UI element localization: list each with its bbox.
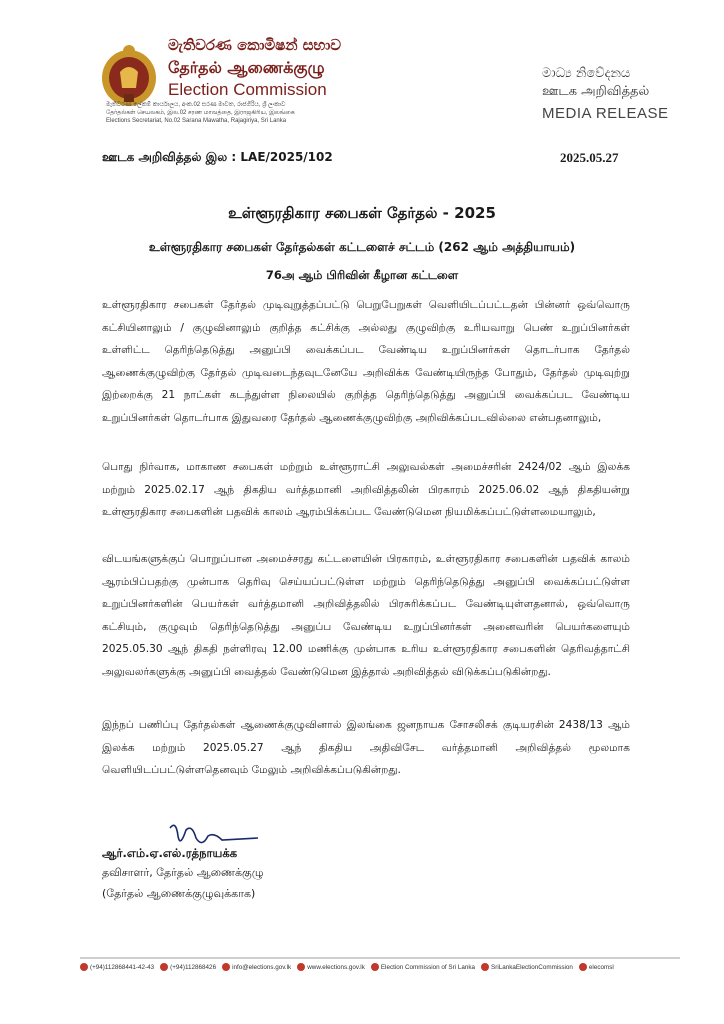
national-emblem-icon [98, 42, 160, 108]
footer-facebook[interactable]: SriLankaElectionCommission [481, 963, 573, 971]
address-sinhala: මැතිවරණ ලේකම් කාර්යාලය, අංක.02 සරණ මාවත, රාජගිරිය, ශ්‍රී ලංකාව [106, 102, 286, 108]
media-release-english: MEDIA RELEASE [542, 105, 669, 122]
email-icon [222, 963, 230, 971]
footer-contacts [80, 963, 614, 971]
youtube-icon [371, 963, 379, 971]
footer-youtube[interactable]: Election Commission of Sri Lanka [371, 963, 475, 971]
footer-website[interactable]: www.elections.gov.lk [297, 963, 365, 971]
media-release-tamil: ஊடக அறிவித்தல் [542, 84, 650, 99]
phone-icon [80, 963, 88, 971]
document-subtitle: உள்ளூரதிகார சபைகள் தேர்தல்கள் கட்டளைச் சட்டம் (262 ஆம் அத்தியாயம்) [148, 240, 576, 254]
signatory-title: தவிசாளர், தேர்தல் ஆணைக்குழு [102, 866, 264, 879]
org-name-sinhala: මැතිවරණ කොමිෂන් සභාව [168, 36, 342, 54]
footer-x[interactable]: elecomsl [579, 963, 614, 971]
section-heading: 76அ ஆம் பிரிவின் கீழான கட்டளை [265, 268, 459, 282]
document-title: உள்ளூரதிகார சபைகள் தேர்தல் - 2025 [228, 204, 496, 222]
footer-divider [80, 957, 680, 959]
footer-phone[interactable]: (+94)112868441-42-43 [80, 963, 154, 971]
paragraph-3: விடயங்களுக்குப் பொறுப்பான அமைச்சரது கட்டளையின் பிரகாரம், உள்ளூரதிகார சபைகளின் பதவிக் காலம் ஆரம்பிப்பதற்கு முன்பாக தெரிவு செய்யப்பட்டுள்ள மற்றும் தெரிந்தெடுத்து அனுப்பி வைக்கப்பட்டுள்ள உறுப்பினர்களின் பெயர்கள் வர்த்தமானி அறிவித்தலில் பிரசுரிக்கப்பட வேண்டியுள்ளதனால், ஒவ்வொரு கட்சியும், குழுவும் தெரிந்தெடுத்து அனுப்ப வேண்டிய உறுப்பினர்கள் அனைவரின் பெயர்களையும் 2025.05.30 ஆந் திகதி நள்ளிரவு 12.00 மணிக்கு முன்பாக உரிய உள்ளூரதிகார சபைகளின் தெரிவத்தாட்சி அலுவலர்களுக்கு அனுப்பி வைத்தல் வேண்டுமென இத்தால் அறிவித்தல் விடுக்கப்படுகின்றது. [102, 553, 630, 678]
paragraph-1: உள்ளூரதிகார சபைகள் தேர்தல் முடிவுறுத்தப்பட்டு பெறுபேறுகள் வெளியிடப்பட்டதன் பின்னர் ஒவ்வொரு கட்சியினாலும் / குழுவினாலும் குறித்த கட்சிக்கு அல்லது குழுவிற்கு உரியவாறு பெண் உறுப்பினர்கள் உள்ளிட்ட தெரிந்தெடுத்து அனுப்பி வைக்கப்பட வேண்டிய உறுப்பினர்கள் தொடர்பாக தேர்தல் ஆணைக்குழுவிற்கு தேர்தல் முடிவடைந்தவுடனேயே அறிவிக்க வேண்டியிருந்த போதும், தேர்தல் முடிவுற்று இற்றைக்கு 21 நாட்கள் கடந்துள்ள நிலையில் குறித்த தெரிந்தெடுத்து அனுப்பி வைக்கப்பட வேண்டிய உறுப்பினர்கள் தொடர்பாக இதுவரை தேர்தல் ஆணைக்குழுவிற்கு அறிவிக்கப்படவில்லை என்பதனாலும், [102, 299, 630, 424]
org-name-english: Election Commission [168, 80, 327, 99]
footer-fax[interactable]: (+94)112868426 [160, 963, 216, 971]
org-name-tamil: தேர்தல் ஆணைக்குழு [168, 58, 325, 77]
fax-icon [160, 963, 168, 971]
signatory-org: (தேர்தல் ஆணைக்குழுவுக்காக) [102, 887, 256, 900]
signatory-name: ஆர்.எம்.ஏ.எல்.ரத்நாயக்க [102, 846, 238, 860]
address-english: Elections Secretariat, No.02 Sarana Mawatha, Rajagiriya, Sri Lanka [106, 118, 287, 124]
release-date: 2025.05.27 [560, 150, 619, 165]
reference-number: ஊடக அறிவித்தல் இல : LAE/2025/102 [102, 150, 333, 164]
web-icon [297, 963, 305, 971]
address-tamil: தேர்தல்கள் செயலகம், இல.02 சரண மாவத்தை, இராஜகிரிய, இலங்கை [106, 110, 295, 116]
paragraph-2: பொது நிர்வாக, மாகாண சபைகள் மற்றும் உள்ளூராட்சி அலுவல்கள் அமைச்சரின் 2424/02 ஆம் இலக்க மற்றும் 2025.02.17 ஆந் திகதிய வர்த்தமானி அறிவித்தலின் பிரகாரம் 2025.06.02 ஆந் திகதியன்று உள்ளூரதிகார சபைகளின் பதவிக் காலம் ஆரம்பிக்கப்பட வேண்டுமென நியமிக்கப்பட்டுள்ளமையாலும், [102, 461, 630, 519]
media-release-sinhala: මාධ්‍ය නිවේදනය [542, 66, 631, 81]
x-icon [579, 963, 587, 971]
facebook-icon [481, 963, 489, 971]
paragraph-4: இந்நப் பணிப்பு தேர்தல்கள் ஆணைக்குழுவினால் இலங்கை ஜனநாயக சோசலிசக் குடியரசின் 2438/13 ஆம் இலக்க மற்றும் 2025.05.27 ஆந் திகதிய அதிவிசேட வர்த்தமானி அறிவித்தல் மூலமாக வெளியிடப்பட்டுள்ளதெனவும் மேலும் அறிவிக்கப்படுகின்றது. [102, 719, 630, 777]
footer-email[interactable]: info@elections.gov.lk [222, 963, 291, 971]
